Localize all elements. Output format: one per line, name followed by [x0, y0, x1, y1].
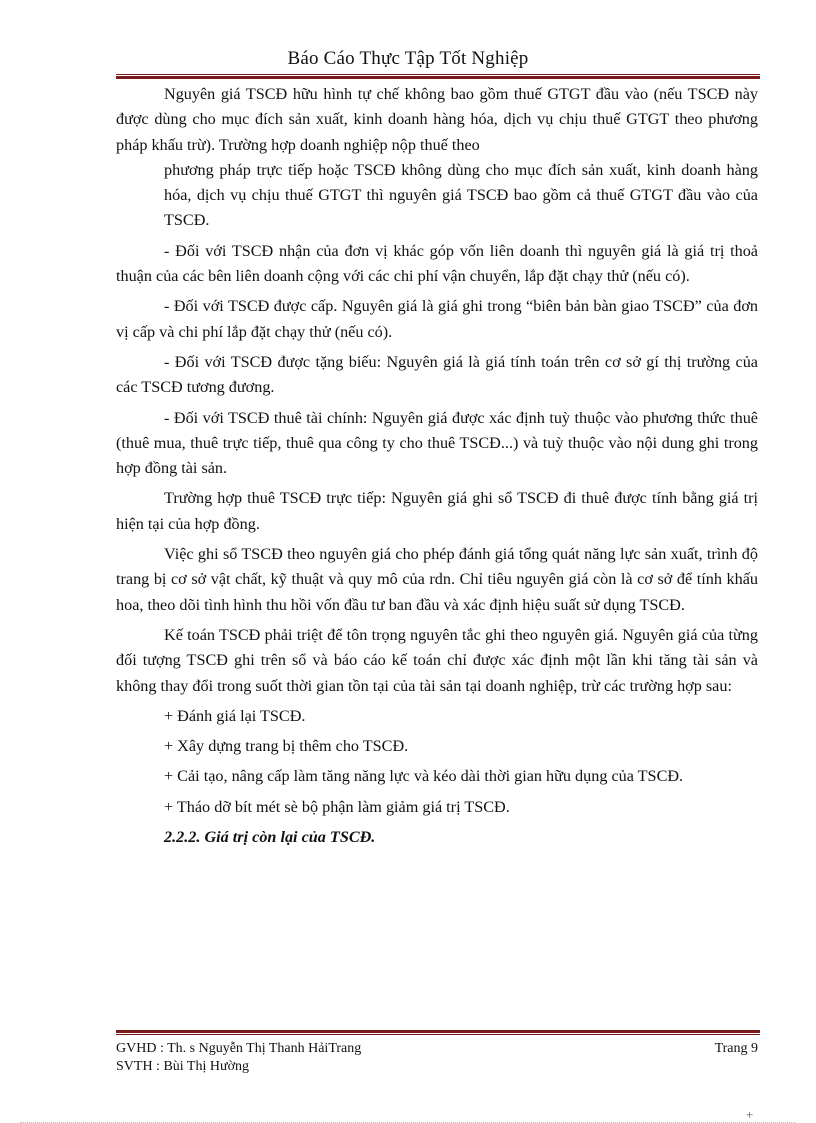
header-divider-thin	[116, 74, 760, 75]
page-header-title: Báo Cáo Thực Tập Tốt Nghiệp	[287, 48, 529, 69]
footer-divider-thin	[116, 1034, 760, 1035]
paragraph-1: Nguyên giá TSCĐ hữu hình tự chế không bao gồm thuế GTGT đầu vào (nếu TSCĐ này được dùng cho mục đích sản xuất, kinh doanh hàng hóa, dịch vụ chịu thuế GTGT theo phương pháp khấu trừ). Trường hợp doanh nghiệp nộp thuế theo	[116, 85, 758, 154]
list-item-upgrade: + Cải tạo, nâng cấp làm tăng năng lực và kéo dài thời gian hữu dụng của TSCĐ.	[164, 767, 684, 786]
list-item-dismantle: + Tháo dỡ bít mét sè bộ phận làm giảm giá trị TSCĐ.	[164, 797, 510, 816]
list-item-construction: + Xây dựng trang bị thêm cho TSCĐ.	[164, 737, 409, 756]
paragraph-donated: - Đối với TSCĐ được tặng biếu: Nguyên giá là giá tính toán trên cơ sở gí thị trường của các TSCĐ tương đương.	[116, 352, 758, 397]
footer-row-student	[116, 1058, 758, 1076]
footer-divider	[116, 1030, 760, 1035]
footer-student: SVTH : Bùi Thị Hường	[116, 1059, 249, 1074]
footer-row-supervisor	[116, 1040, 758, 1058]
header-divider	[116, 74, 760, 79]
paragraph-finance-lease: - Đối với TSCĐ thuê tài chính: Nguyên giá được xác định tuỳ thuộc vào phương thức thuê (thuê mua, thuê trực tiếp, thuê qua công ty cho thuê TSCĐ...) và tuỳ thuộc vào nội dung ghi trong hợp đồng tài sản.	[116, 408, 758, 478]
paragraph-principle: Kế toán TSCĐ phải triệt để tôn trọng nguyên tắc ghi theo nguyên giá. Nguyên giá của từng đối tượng TSCĐ ghi trên sổ và báo cáo kế toán chỉ được xác định một lần khi tăng tài sản và không thay đổi trong suốt thời gian tồn tại của tài sản tại doanh nghiệp, trừ các trường hợp sau:	[116, 625, 758, 695]
corner-crop-mark: +	[746, 1107, 754, 1122]
page-footer	[116, 1040, 758, 1076]
paragraph-1-continued: phương pháp trực tiếp hoặc TSCĐ không dùng cho mục đích sản xuất, kinh doanh hàng hóa, dịch vụ chịu thuế GTGT thì nguyên giá TSCĐ bao gồm cả thuế GTGT đầu vào của TSCĐ.	[164, 160, 758, 230]
document-body	[116, 82, 758, 855]
paragraph-joint-venture: - Đối với TSCĐ nhận của đơn vị khác góp vốn liên doanh thì nguyên giá là giá trị thoả thuận của các bên liên doanh cộng với các chi phí vận chuyển, lắp đặt chạy thử (nếu có).	[116, 241, 758, 286]
header-divider-thick	[116, 76, 760, 79]
footer-page-number: Trang 9	[714, 1041, 758, 1056]
section-heading: 2.2.2. Giá trị còn lại của TSCĐ.	[164, 828, 376, 847]
paragraph-granted: - Đối với TSCĐ được cấp. Nguyên giá là giá ghi trong “biên bản bàn giao TSCĐ” của đơn vị cấp và chi phí lắp đặt chạy thử (nếu có).	[116, 297, 758, 341]
footer-supervisor: GVHD : Th. s Nguyễn Thị Thanh HảiTrang	[116, 1041, 362, 1056]
footer-divider-thick	[116, 1030, 760, 1033]
paragraph-recording: Việc ghi sổ TSCĐ theo nguyên giá cho phép đánh giá tổng quát năng lực sản xuất, trình độ trang bị cơ sở vật chất, kỹ thuật và quy mô của rdn. Chỉ tiêu nguyên giá còn là cơ sở để tính khấu hoa, theo dõi tình hình thu hồi vốn đầu tư ban đầu và xác định hiệu suất sử dụng TSCĐ.	[116, 545, 758, 614]
list-item-revaluation: + Đánh giá lại TSCĐ.	[164, 706, 306, 725]
paragraph-direct-lease: Trường hợp thuê TSCĐ trực tiếp: Nguyên giá ghi sổ TSCĐ đi thuê được tính bằng giá trị hiện tại của hợp đồng.	[116, 489, 758, 533]
